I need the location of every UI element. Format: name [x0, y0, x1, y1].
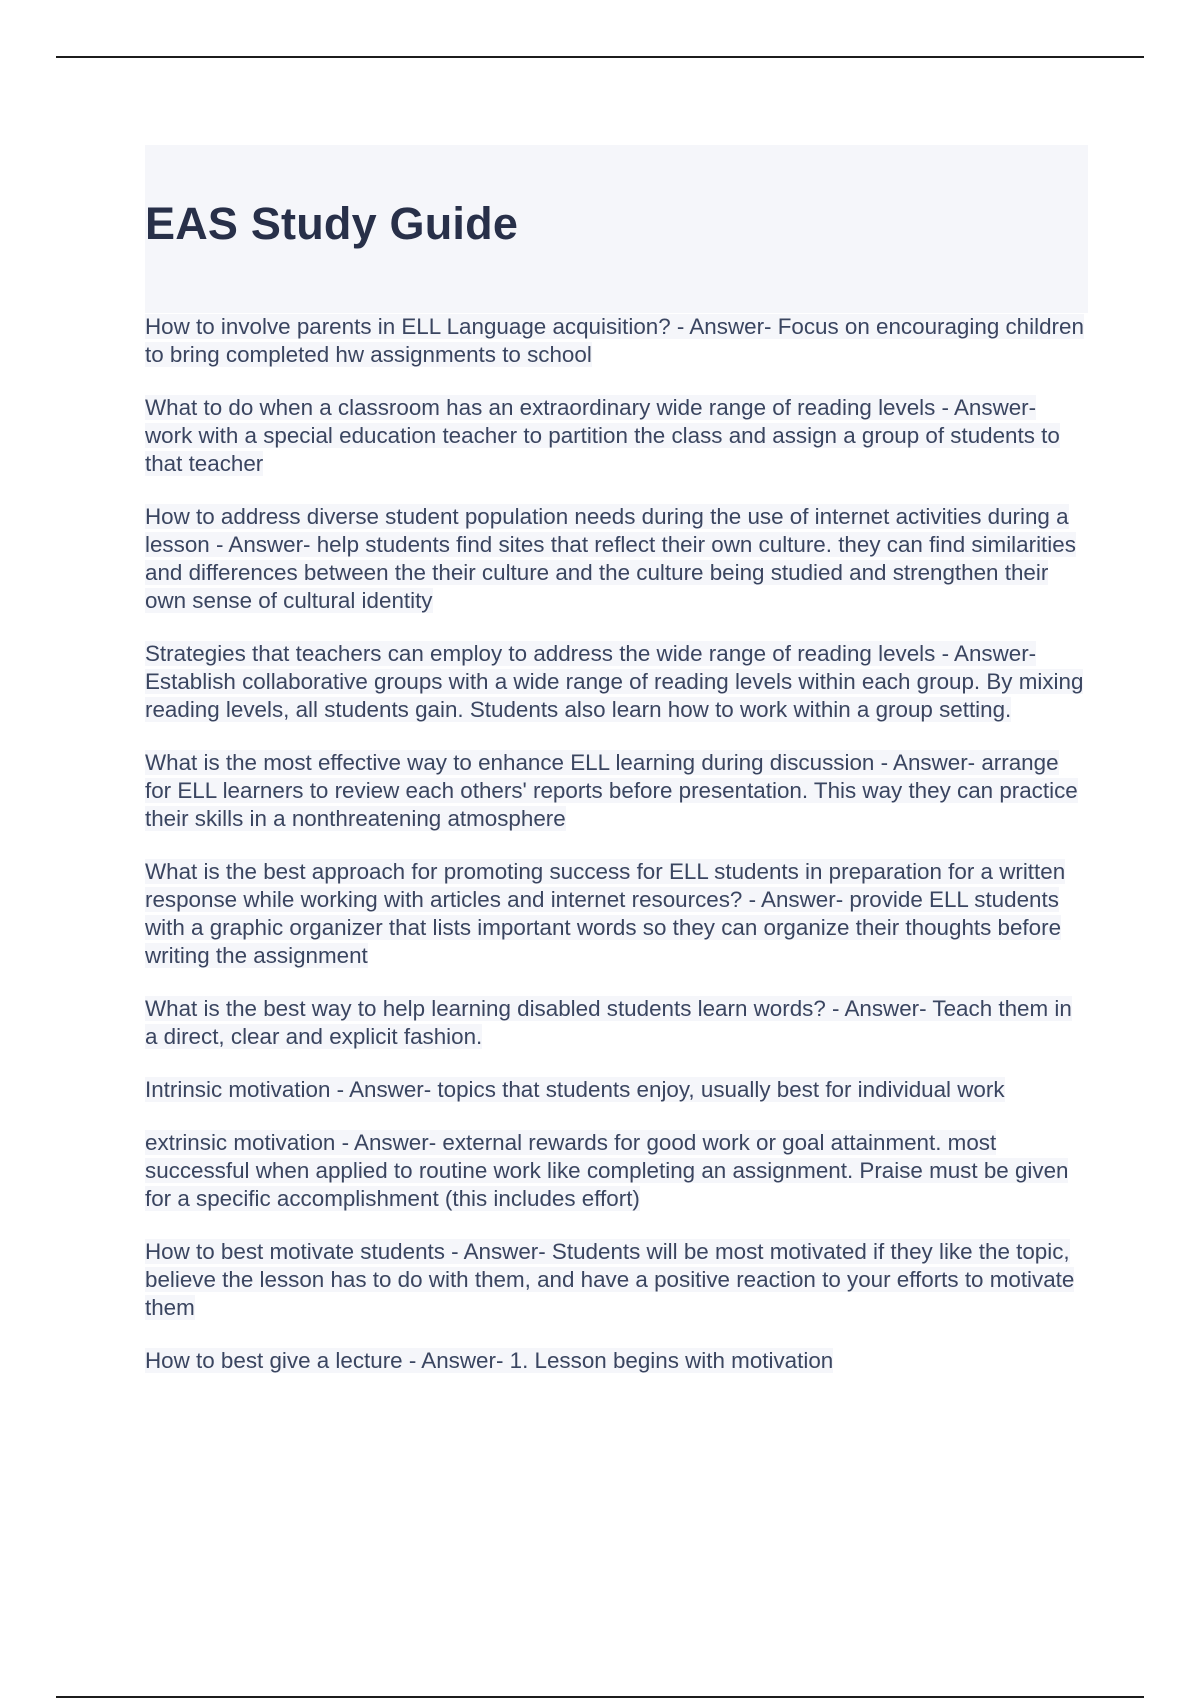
qa-item [145, 1076, 1088, 1104]
qa-item-text: What to do when a classroom has an extraordinary wide range of reading levels - Answer- work with a special education teacher to partition the class and assign a group of students to that teacher [145, 395, 1060, 476]
qa-item [145, 503, 1088, 615]
qa-item [145, 858, 1088, 970]
qa-item-text: What is the best approach for promoting success for ELL students in preparation for a written response while working with articles and internet resources? - Answer- provide ELL students with a graphic organizer that lists important words so they can organize their thoughts before writing the assignment [145, 859, 1066, 968]
qa-item-text: What is the best way to help learning disabled students learn words? - Answer- Teach them in a direct, clear and explicit fashion. [145, 996, 1072, 1049]
qa-item-text: How to involve parents in ELL Language acquisition? - Answer- Focus on encouraging children to bring completed hw assignments to school [145, 314, 1084, 367]
qa-item [145, 1129, 1088, 1213]
qa-item-text: What is the most effective way to enhance ELL learning during discussion - Answer- arrange for ELL learners to review each others' reports before presentation. This way they can practice their skills in a nonthreatening atmosphere [145, 750, 1078, 831]
qa-item-text: How to best motivate students - Answer- Students will be most motivated if they like the topic, believe the lesson has to do with them, and have a positive reaction to your efforts to motivate them [145, 1239, 1075, 1320]
qa-list [145, 313, 1088, 1400]
bottom-rule [56, 1696, 1144, 1698]
qa-item-text: How to address diverse student population needs during the use of internet activities during a lesson - Answer- help students find sites that reflect their own culture. they can find similarities and differences between the their culture and the culture being studied and strengthen their own sense of cultural identity [145, 504, 1076, 613]
qa-item-text: Intrinsic motivation - Answer- topics that students enjoy, usually best for individual work [145, 1077, 1005, 1102]
qa-item [145, 1238, 1088, 1322]
qa-item-text: extrinsic motivation - Answer- external rewards for good work or goal attainment. most successful when applied to routine work like completing an assignment. Praise must be given for a specific accomplishment (this includes effort) [145, 1130, 1069, 1211]
top-rule [56, 56, 1144, 58]
qa-item [145, 394, 1088, 478]
qa-item [145, 1347, 1088, 1375]
document-title: EAS Study Guide [145, 198, 519, 249]
qa-item-text: Strategies that teachers can employ to address the wide range of reading levels - Answer- Establish collaborative groups with a wide range of reading levels within each group. By mixing reading levels, all students gain. Students also learn how to work within a group setting. [145, 641, 1084, 722]
qa-item [145, 749, 1088, 833]
qa-item [145, 313, 1088, 369]
qa-item [145, 640, 1088, 724]
qa-item-text: How to best give a lecture - Answer- 1. Lesson begins with motivation [145, 1348, 834, 1373]
qa-item [145, 995, 1088, 1051]
